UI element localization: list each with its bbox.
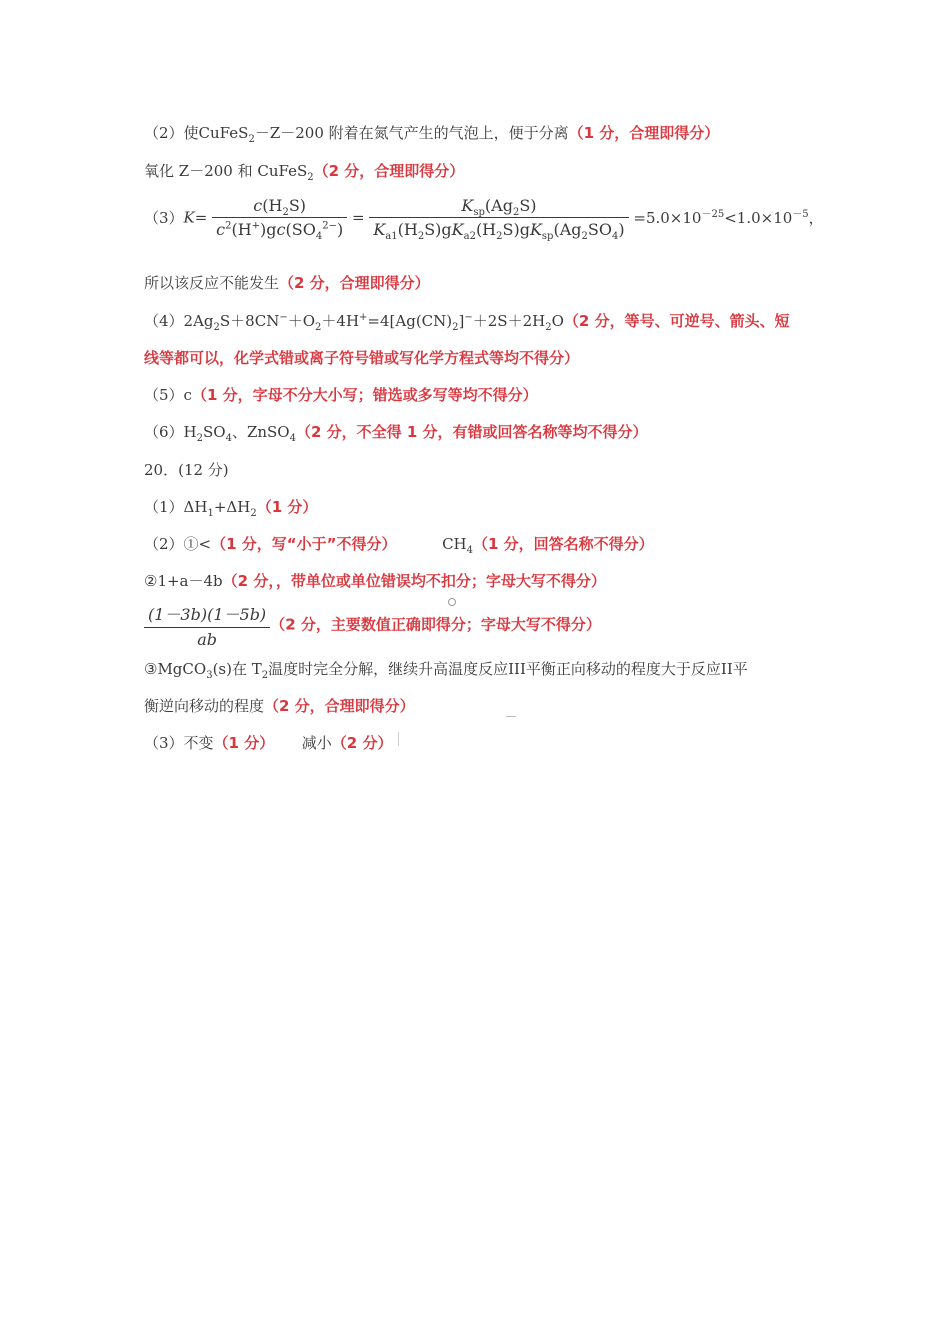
fraction-numerator: $K_{sp}(Ag_2S)$ [461, 196, 537, 219]
fraction-expression [144, 602, 270, 649]
answer-text: 所以该反应不能发生 [144, 274, 280, 292]
score-note: （1 分，字母不分大小写；错选或多写等均不得分） [191, 386, 538, 404]
q20-part2d-line [144, 695, 824, 717]
answer-text: ③MgCO$_3$(s)在 $T_2$温度时完全分解，继续升高温度反应III平衡正向移动的程度大于反应II平 [144, 660, 748, 681]
q19-part4b-line [144, 347, 824, 369]
answer-text: $(6)H_2SO_4$、ZnSO$_4$ [144, 423, 296, 444]
fraction-ksp [369, 196, 628, 243]
q20-header [144, 459, 824, 481]
score-note: （2 分，不全得 1 分，有错或回答名称等均不得分） [296, 423, 648, 441]
question-number: 20．(12 分) [144, 461, 229, 479]
part-label: （2）使 [144, 124, 199, 142]
answer-text: （5）c [144, 386, 192, 404]
q20-part3-line [144, 732, 824, 754]
score-note: （2 分，合理即得分） [313, 162, 465, 180]
k-symbol: K= [183, 208, 208, 227]
fraction-numerator: $c(H_2S)$ [253, 196, 307, 219]
answer-text: 氧化 Z－200 和 CuFeS [144, 162, 308, 180]
subscript: 2 [307, 172, 314, 183]
answer-text: ②1+a－4b [144, 572, 223, 590]
fraction-denominator: $K_{a1}(H_2S)gK_{a2}(H_2S)gK_{sp}(Ag_2SO_4)$ [369, 217, 628, 239]
stray-dash-mark [506, 716, 516, 717]
q19-part2-line [144, 122, 824, 144]
q20-part1-line [144, 496, 824, 518]
score-note: （2 分） [331, 734, 393, 752]
q20-part2c-line [144, 658, 824, 680]
stray-vertical-mark [398, 732, 399, 746]
q19-part6-line [144, 421, 824, 443]
chemical-equation: $(4)2Ag_2S+8CN^-+O_2+4H^+=4[Ag(CN)_2]^-+2S+2H_2O$ [144, 312, 564, 333]
subscript: 2 [248, 134, 255, 145]
answer-text: 衡逆向移动的程度 [144, 697, 265, 715]
q20-part2-line [144, 533, 824, 555]
answer-text: $(1)\Delta H_1+\Delta H_2$ [144, 498, 257, 519]
fraction-denominator: ab [144, 627, 270, 649]
score-note: （1 分） [256, 498, 318, 516]
score-note: （1 分，合理即得分） [568, 124, 720, 142]
score-note: 线等都可以，化学式错或离子符号错或写化学方程式等均不得分） [144, 349, 580, 367]
score-note: （2 分，等号、可逆号、箭头、短 [563, 312, 790, 330]
fraction-concentration [212, 196, 347, 243]
score-note: （2 分，合理即得分） [264, 697, 415, 715]
fraction-numerator: (1－3b)(1－5b) [148, 605, 267, 624]
answer-text: $CH_4$ [442, 535, 474, 556]
score-note: （1 分，回答名称不得分） [473, 535, 654, 553]
score-note: （1 分，写“小于”不得分） [211, 535, 397, 553]
score-note: （2 分，主要数值正确即得分；字母大写不得分） [270, 615, 601, 634]
part-label: （3） [144, 209, 184, 227]
answer-text: 减小 [301, 734, 332, 752]
q19-part3-equation [144, 196, 824, 258]
q19-part5-line [144, 384, 824, 406]
q19-part4-line [144, 310, 824, 332]
q19-part2b-line [144, 160, 824, 182]
equals-sign: = [351, 208, 365, 227]
score-note: （2 分，合理即得分） [279, 274, 430, 292]
q20-fraction-line [144, 602, 601, 654]
equation-result: $=5.0\times 10^{-25}<1.0\times 10^{-5}$， [633, 209, 824, 227]
q19-part3b-line [144, 272, 824, 294]
score-note: （2 分，，带单位或单位错误均不扣分；字母大写不得分） [222, 572, 606, 590]
q20-part2b-line [144, 570, 824, 592]
answer-text: （3）不变 [144, 734, 214, 752]
answer-text: （2）①< [144, 535, 212, 553]
score-note: （1 分） [213, 734, 275, 752]
formula: CuFeS [198, 124, 249, 142]
answer-text: －Z－200 附着在氮气产生的气泡上，便于分离 [254, 124, 569, 142]
fraction-denominator: $c^2(H^+)gc(SO_4^{2-})$ [212, 217, 347, 239]
